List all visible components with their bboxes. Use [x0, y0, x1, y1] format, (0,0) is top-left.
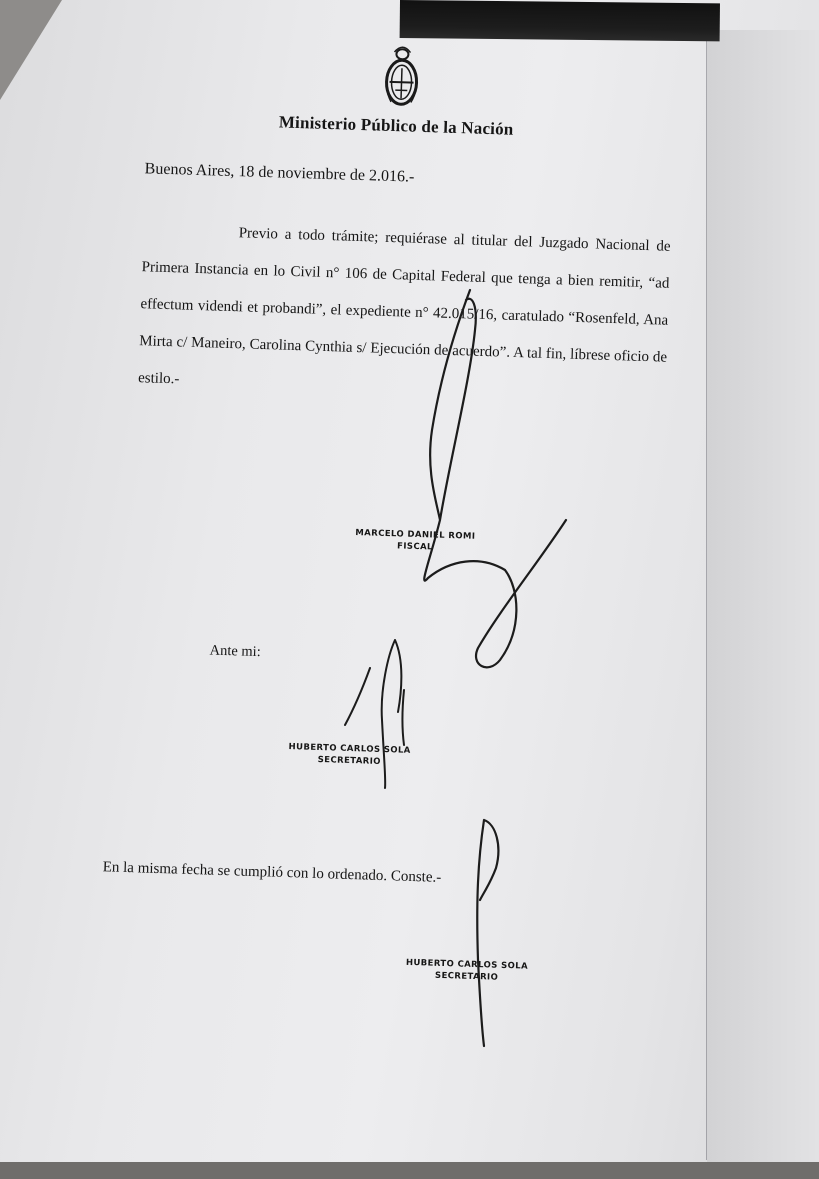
- national-crest-icon: [379, 38, 425, 115]
- underlying-page: [707, 30, 819, 1162]
- secretario-1-title: SECRETARIO: [317, 754, 382, 767]
- fiscal-stamp: [355, 527, 476, 555]
- body-paragraph: [138, 212, 672, 413]
- fiscal-title: FISCAL: [396, 541, 433, 553]
- ministry-heading: Ministerio Público de la Nación: [278, 112, 514, 139]
- document: [104, 0, 700, 1179]
- secretario-2-title: SECRETARIO: [434, 970, 499, 983]
- secretario-1-name: HUBERTO CARLOS SOLA: [288, 742, 411, 756]
- secretario-stamp-1: [288, 741, 411, 769]
- secretario-2-name: HUBERTO CARLOS SOLA: [405, 957, 529, 972]
- folded-corner: [0, 0, 62, 100]
- closing-line: En la misma fecha se cumplió con lo ordenado. Conste.-: [102, 859, 442, 886]
- secretario-stamp-2: [405, 957, 528, 985]
- fold-line: [706, 20, 707, 1160]
- ante-mi-label: Ante mi:: [209, 642, 261, 661]
- date-line: Buenos Aires, 18 de noviembre de 2.016.-: [144, 160, 415, 186]
- fiscal-name: MARCELO DANIEL ROMI: [355, 528, 476, 542]
- body-text: Previo a todo trámite; requiérase al titular del Juzgado Nacional de Primera Instancia en lo Civil n° 106 de Capital Federal que tenga a bien remitir, “ad effectum videndi et probandi”, el expediente n° 42.015/16, caratulado “Rosenfeld, Ana Mirta c/ Maneiro, Carolina Cynthia s/ Ejecución de acuerdo”. A tal fin, líbrese oficio de estilo.-: [137, 225, 671, 388]
